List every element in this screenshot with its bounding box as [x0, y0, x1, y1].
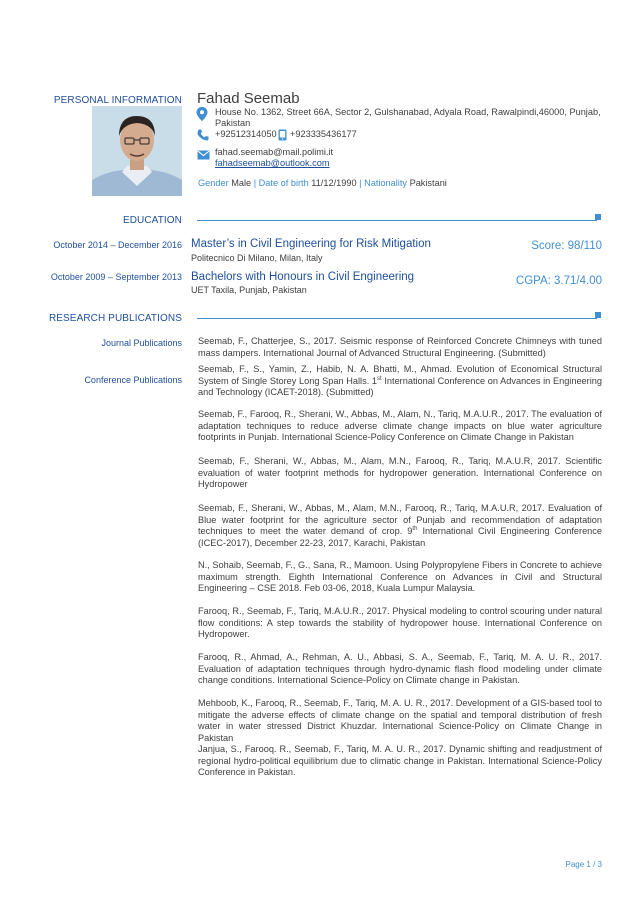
personal-details-row [198, 178, 447, 189]
journal-publications-label: Journal Publications [101, 338, 182, 348]
degree-institution: UET Taxila, Punjab, Pakistan [191, 285, 307, 295]
dob-label: Date of birth [258, 178, 309, 188]
nationality-label: Nationality [364, 178, 407, 188]
page-number: Page 1 / 3 [565, 860, 602, 869]
section-label-education: EDUCATION [122, 215, 182, 226]
education-dates: October 2009 – September 2013 [50, 272, 182, 282]
mobile-number: +923335436177 [290, 129, 357, 139]
education-dates: October 2014 – December 2016 [53, 240, 182, 250]
section-label-research: RESEARCH PUBLICATIONS [48, 313, 182, 324]
dob-value: 11/12/1990 [311, 178, 357, 188]
conference-publication: Farooq, R., Ahmad, A., Rehman, A. U., Abbasi, S. A., Seemab, F., Tariq, M. A. U. R., 2017. Evaluation of adaptation techniques through hydro-dynamic flash flood modeling under climate change conditions. International Science-Policy on Climate change in Pakistan. [198, 652, 602, 685]
mobile-icon [278, 128, 290, 140]
conference-publication: Farooq, R., Seemab, F., Tariq, M.A.U.R., 2017. Physical modeling to control scouring under natural flow conditions: A step towards the stability of hydropower house. International Conference on Hydropower. [198, 606, 602, 639]
conference-publication: N., Sohaib, Seemab, F., G., Sana, R., Mamoon. Using Polypropylene Fibers in Concrete to achieve maximum strength. Eighth International Conference on Advances in Civil and Structural Engineering – CSE 2018. Feb 03-06, 2018, Kuala Lumpur Malaysia. [198, 560, 602, 593]
conference-publication: Mehboob, K., Farooq, R., Seemab, F., Tariq, M. A. U. R., 2017. Development of a GIS-based tool to mitigate the adverse effects of climate change on the spatial and temporal distribution of fresh water in water stressed District Khuzdar. International Science-Policy on Climate Change in Pakistan [198, 698, 602, 743]
journal-publication: Seemab, F., Chatterjee, S., 2017. Seismic response of Reinforced Concrete Chimneys with tuned mass dampers. International Journal of Advanced Structural Engineering. (Submitted) [198, 336, 602, 358]
address-line-1: House No. 1362, Street 66A, Sector 2, Gulshanabad, Adyala Road, Rawalpindi,46000, Punjab, [215, 107, 601, 117]
email-icon [197, 147, 209, 159]
location-pin-icon [196, 107, 208, 119]
gender-value: Male [231, 178, 252, 188]
degree-score: Score: 98/110 [531, 240, 602, 252]
degree-title: Bachelors with Honours in Civil Engineering [191, 271, 415, 283]
separator: | [253, 178, 257, 188]
person-name: Fahad Seemab [197, 90, 300, 107]
section-divider-square [595, 312, 601, 318]
email-secondary-link[interactable]: fahadseemab@outlook.com [215, 158, 330, 168]
conference-publication: Seemab, F., Farooq, R., Sherani, W., Abbas, M., Alam, N., Tariq, M.A.U.R., 2017. The evaluation of adaptation techniques to reduce adverse climate change impacts on blue water agriculture footprints in Punjab. International Science-Policy Conference on Climate Change in Pakistan [198, 409, 602, 442]
conference-publication: Seemab, F., S., Yamin, Z., Habib, N. A. Bhatti, M., Ahmad. Evolution of Economical Structural System of Single Storey Long Span Halls. 1st International Conference on Advances in Engineering and Technology (ICAET-2018). (Submitted) [198, 364, 602, 397]
section-label-personal: PERSONAL INFORMATION [53, 95, 182, 106]
section-divider [197, 318, 597, 319]
conference-publications-label: Conference Publications [84, 375, 182, 385]
conference-publication: Seemab, F., Sherani, W., Abbas, M., Alam, M.N., Farooq, R., Tariq, M.A.U.R, 2017. Scientific evaluation of water footprint methods for hydropower generation. International Conference on Hydropower [198, 456, 602, 489]
separator: | [359, 178, 362, 188]
email-primary: fahad.seemab@mail.polimi.it [215, 147, 334, 157]
conference-publication: Janjua, S., Farooq. R., Seemab, F., Tariq, M. A. U. R., 2017. Dynamic shifting and readjustment of regional hydro-political equilibrium due to climatic change in Pakistan. International Science-Policy Conference in Pakistan. [198, 744, 602, 777]
section-divider [197, 220, 597, 221]
address-line-2: Pakistan [215, 118, 251, 128]
profile-photo [92, 106, 182, 196]
degree-institution: Politecnico Di Milano, Milan, Italy [191, 253, 323, 263]
gender-label: Gender [198, 178, 229, 188]
phone-icon [197, 128, 209, 140]
phone-number: +92512314050 [215, 129, 277, 139]
degree-score: CGPA: 3.71/4.00 [515, 275, 602, 287]
nationality-value: Pakistani [409, 178, 447, 188]
section-divider-square [595, 214, 601, 220]
degree-title: Master’s in Civil Engineering for Risk Mitigation [191, 238, 431, 250]
conference-publication: Seemab, F., Sherani, W., Abbas, M., Alam, M.N., Farooq, R., Tariq, M.A.U.R, 2017. Evaluation of Blue water footprint for the agriculture sector of Punjab and recommendation of adaptation techniques to meet the water demand of crop. 9th International Civil Engineering Conference (ICEC-2017), December 22-23, 2017, Karachi, Pakistan [198, 503, 602, 548]
